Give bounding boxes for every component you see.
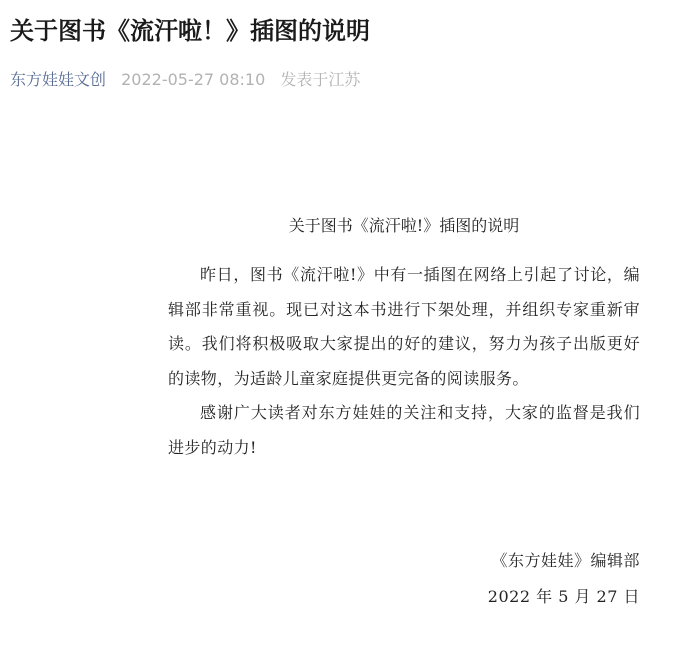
article-title: 关于图书《流汗啦！》插图的说明 [10,17,370,45]
statement-document [168,208,640,465]
publish-date: 2022-05-27 08:10 [121,70,266,89]
signature-date: 2022 年 5 月 27 日 [487,587,640,606]
statement-paragraph: 昨日，图书《流汗啦!》中有一插图在网络上引起了讨论，编辑部非常重视。现已对这本书进行下架处理，并组织专家重新审读。我们将积极吸取大家提出的好的建议，努力为孩子出版更好的读物，为适龄儿童家庭提供更完备的阅读服务。 [168,265,640,388]
publish-location: 发表于江苏 [280,70,361,89]
author-link[interactable]: 东方娃娃文创 [10,70,107,89]
statement-signature [488,548,640,610]
statement-title: 关于图书《流汗啦!》插图的说明 [288,216,520,235]
article-meta [10,68,360,92]
statement-paragraph: 感谢广大读者对东方娃娃的关注和支持，大家的监督是我们进步的动力! [168,403,640,457]
signature-name: 《东方娃娃》编辑部 [491,551,640,570]
